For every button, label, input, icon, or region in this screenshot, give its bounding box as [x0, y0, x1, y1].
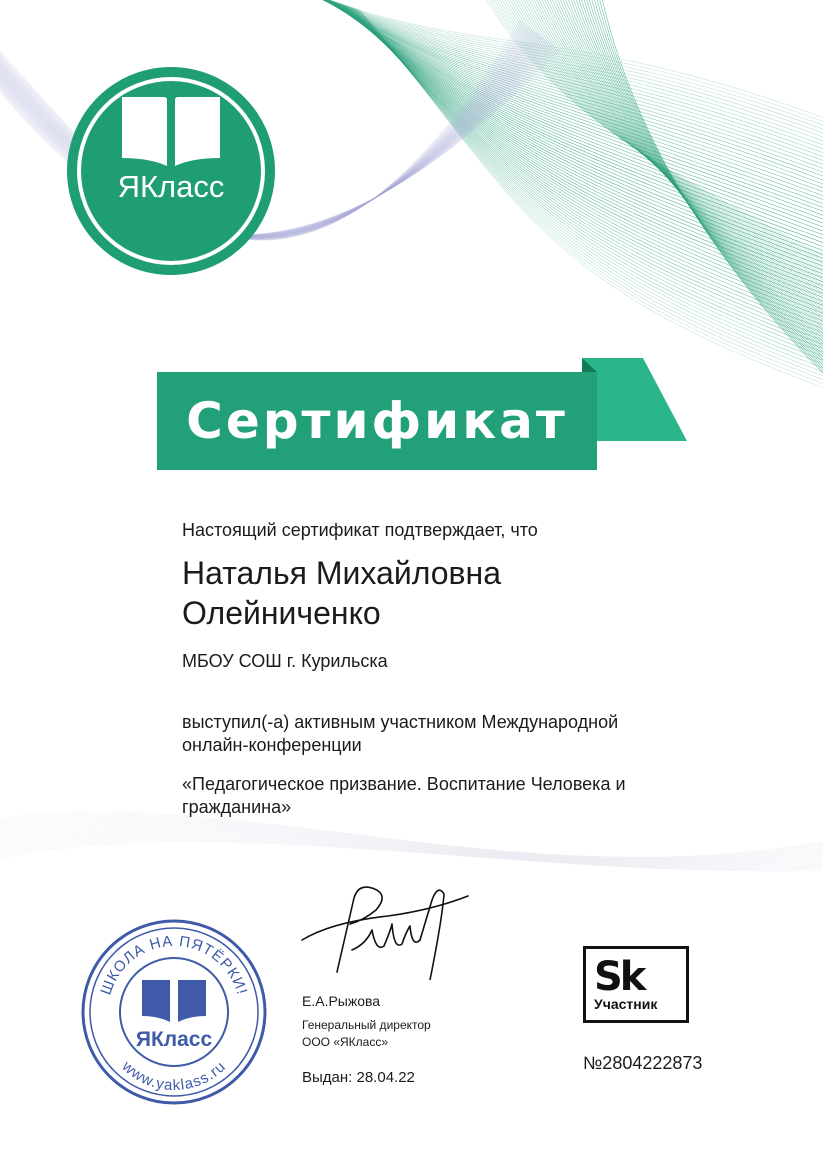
- activity-line1: выступил(-а) активным участником Международной: [182, 712, 619, 732]
- certificate-title: Сертификат: [186, 392, 568, 450]
- wave-line: [575, 0, 823, 355]
- certificate-number: №2804222873: [583, 1053, 703, 1073]
- wave-line: [353, 8, 823, 359]
- wave-line: [584, 0, 823, 364]
- skolkovo-participant-badge: [583, 946, 689, 1023]
- conference-title-line1: «Педагогическое призвание. Воспитание Человека и: [182, 774, 626, 794]
- wave-line: [332, 1, 823, 265]
- wave-line: [330, 0, 823, 257]
- stamp-bottom-text: www.yaklass.ru: [118, 1057, 230, 1095]
- wave-line: [351, 7, 823, 351]
- wave-line: [358, 9, 823, 382]
- wave-line: [303, 0, 823, 136]
- conference-title-line2: гражданина»: [182, 797, 292, 817]
- stamp-book-icon: [142, 980, 206, 1022]
- recipient-name-line1: Наталья Михайловна: [182, 555, 501, 591]
- signer-position-line2: ООО «ЯКласс»: [302, 1035, 389, 1049]
- yaklass-logo: [66, 66, 276, 276]
- wave-line: [573, 0, 823, 353]
- activity-line2: онлайн-конференции: [182, 735, 362, 755]
- wave-line: [0, 820, 823, 860]
- stamp-top-text: ШКОЛА НА ПЯТЁРКИ!: [97, 932, 251, 998]
- school-stamp: [80, 918, 268, 1106]
- logo-text: ЯКласс: [117, 169, 225, 204]
- sk-logo: Sk: [594, 954, 644, 1000]
- confirm-text: Настоящий сертификат подтверждает, что: [182, 520, 538, 540]
- director-signature: [292, 880, 482, 980]
- wave-line: [597, 0, 823, 377]
- sk-label: Участник: [594, 996, 658, 1012]
- signer-name: Е.А.Рыжова: [302, 993, 381, 1009]
- stamp-center-text: ЯКласс: [135, 1028, 213, 1051]
- wave-line: [518, 0, 823, 298]
- issue-date: Выдан: 28.04.22: [302, 1069, 415, 1086]
- school-name: МБОУ СОШ г. Курильска: [182, 651, 388, 671]
- wave-line: [502, 0, 823, 282]
- recipient-name-line2: Олейниченко: [182, 595, 381, 631]
- wave-line: [505, 0, 823, 285]
- wave-line: [349, 6, 823, 339]
- signer-position-line1: Генеральный директор: [302, 1018, 431, 1032]
- wave-line: [337, 2, 823, 288]
- wave-line: [578, 0, 823, 358]
